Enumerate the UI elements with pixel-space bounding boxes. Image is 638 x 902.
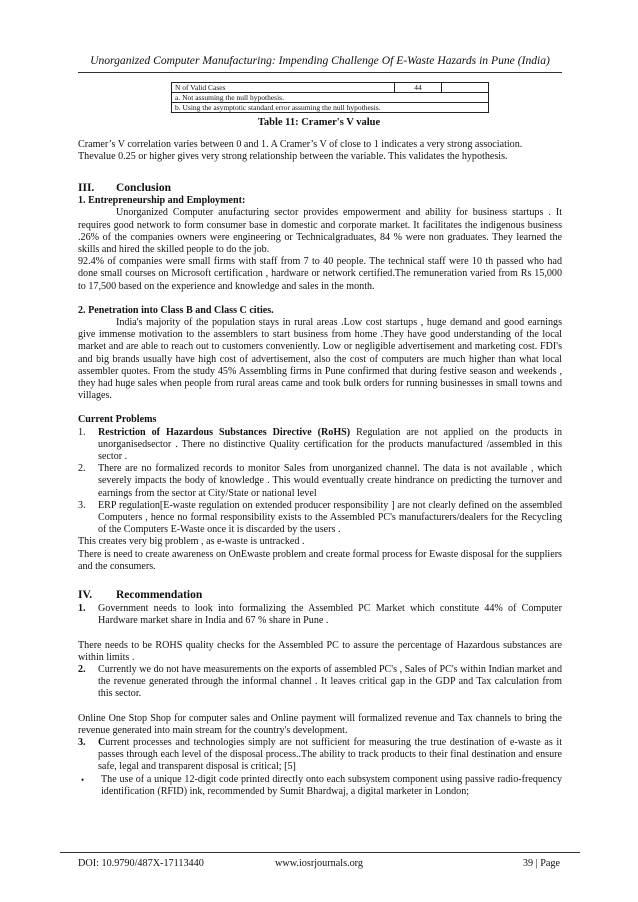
- section-number: IV.: [78, 589, 93, 601]
- header-rule: [78, 72, 562, 73]
- footer-doi: DOI: 10.9790/487X-17113440: [78, 858, 204, 869]
- table-row: [172, 103, 489, 113]
- list-text: The use of a unique 12-digit code printed directly onto each subsystem component using passive radio-frequency identification (RFID) ink, recommended by Sumit Bhardwaj, a digital marketer in London;: [101, 773, 562, 797]
- list-number: 1.: [78, 603, 86, 615]
- list-text: Government needs to look into formalizing the Assembled PC Market which constitute 44% of Computer Hardware market share in India and 67 % share in Pune .: [98, 603, 562, 627]
- list-number: 3.: [78, 499, 86, 511]
- section-heading: [78, 589, 562, 601]
- list-text: Currently we do not have measurements on the exports of assembled PC's , Sales of PC's within Indian market and the revenue generated through the informal channel . It leaves critical gap in the GDP and Tax calculation from this sector.: [98, 664, 562, 700]
- list-item: [78, 427, 562, 464]
- paragraph: There is need to create awareness on OnEwaste problem and create formal process for Ewaste disposal for the suppliers and the consumers.: [78, 548, 562, 572]
- table-row: [172, 93, 489, 103]
- list-item: [78, 737, 562, 774]
- table-note: b. Using the asymptotic standard error assuming the null hypothesis.: [172, 103, 489, 113]
- subsection-heading: 2. Penetration into Class B and Class C cities.: [78, 304, 274, 316]
- list-item: [78, 463, 562, 500]
- table-cell: N of Valid Cases: [172, 83, 395, 93]
- section-conclusion: [78, 182, 562, 573]
- running-header: Unorganized Computer Manufacturing: Impending Challenge Of E-Waste Hazards in Pune (India): [90, 54, 550, 67]
- list-text: ERP regulation[E-waste regulation on extended producer responsibility ] are not clearly defined on the assembled Computers , hence no formal responsibility exists to the Assembled PC's manufacturers/dealers for the Recycling of the Computers E-Waste once it is discarded by the users .: [98, 499, 562, 536]
- paragraph: Online One Stop Shop for computer sales and Online payment will formalized revenue and Tax channels to bring the revenue generated into main stream for the country's development.: [78, 712, 562, 736]
- paragraph: 92.4% of companies were small firms with staff from 7 to 40 people. The technical staff were 10 th passed who had done small courses on Microsoft certification , hardware or network certified.The remuneration varied from Rs 15,000 to 17,500 based on the experience and knowledge and sales in the month.: [78, 256, 562, 292]
- section-title: Conclusion: [116, 182, 171, 194]
- drop-letter: C: [98, 737, 106, 749]
- paragraph: Cramer’s V correlation varies between 0 and 1. A Cramer’s V of close to 1 indicates a very strong association.: [78, 139, 523, 150]
- list-text: urrent processes and technologies simply are not sufficient for measuring the true destination of e-waste as it passes through each level of the disposal process..The ability to track products to their final destination and ensure safe, legal and transparent disposal is critical; [5]: [98, 737, 562, 773]
- bullet-item: [78, 774, 562, 798]
- paragraph: Thevalue 0.25 or higher gives very strong relationship between the variable. This validates the hypothesis.: [78, 151, 508, 163]
- section-number: III.: [78, 182, 95, 194]
- table-caption: Table 11: Cramer's V value: [257, 117, 381, 128]
- list-number: 2.: [78, 463, 86, 475]
- footer-page-number: 39 | Page: [522, 858, 560, 869]
- table-cell: 44: [395, 83, 442, 93]
- statistics-table: [171, 82, 489, 113]
- list-number: 2.: [78, 664, 86, 676]
- paragraph: This creates very big problem , as e-waste is untracked .: [78, 536, 305, 548]
- footer-site: www.iosrjournals.org: [274, 858, 363, 869]
- list-number: 1.: [78, 426, 86, 438]
- table-row: [172, 83, 489, 93]
- paragraph: India's majority of the population stays in rural areas .Low cost startups , huge demand and good earnings give immense motivation to the assemblers to start business from home .They have good understanding of the local market and are able to reach out to customers conveniently. Low or negligible advertisement and marketing cost. FDI's and big brands usually have high cost of advertisement, also the cost of computers are much higher than what local assembler quotes. From the study 45% Assembling firms in Pune confirmed that during festive season and weekends , they had huge sales when people from rural areas came and took bulk orders for running businesses in small towns and villages.: [78, 317, 562, 402]
- section-recommendation: [78, 589, 562, 798]
- bold-term: Restriction of Hazardous Substances Directive (RoHS): [98, 426, 351, 438]
- section-title: Recommendation: [116, 589, 203, 601]
- list-item: [78, 500, 562, 537]
- paragraph: Unorganized Computer anufacturing sector provides empowerment and ability for business startups . It requires good network to form consumer base in domestic and corporate market. It facilitates the indigenous business .26% of the companies owners were engineering or Technicalgraduates, 84 % were non graduates. They learned the skills and hired the skilled people to do the job.: [78, 207, 562, 256]
- list-text: Regulation are not applied on the products in unorganisedsector . There no distinctive Quality certification for the products manufactured /assembled in this sector .: [98, 426, 562, 463]
- list-item: [78, 603, 562, 627]
- table-note: a. Not assuming the null hypothesis.: [172, 93, 489, 103]
- list-text: There are no formalized records to monitor Sales from unorganized channel. The data is not available , which severely impacts the body of knowledge . This would eventually create hindrance on predicting the turnover and earnings from the sector at City/State or national level: [98, 463, 562, 499]
- list-number: 3.: [78, 737, 86, 749]
- paragraph: There needs to be ROHS quality checks for the Assembled PC to assure the percentage of Hazardous substances are within limits .: [78, 639, 562, 663]
- list-item: [78, 664, 562, 701]
- table-cell: [442, 83, 489, 93]
- intro-block: [78, 139, 562, 163]
- subsection-heading: 1. Entrepreneurship and Employment:: [78, 195, 246, 207]
- bullet-icon: •: [81, 774, 85, 785]
- section-heading: [78, 182, 562, 194]
- subsection-heading: Current Problems: [78, 414, 157, 426]
- footer-rule: [60, 852, 580, 853]
